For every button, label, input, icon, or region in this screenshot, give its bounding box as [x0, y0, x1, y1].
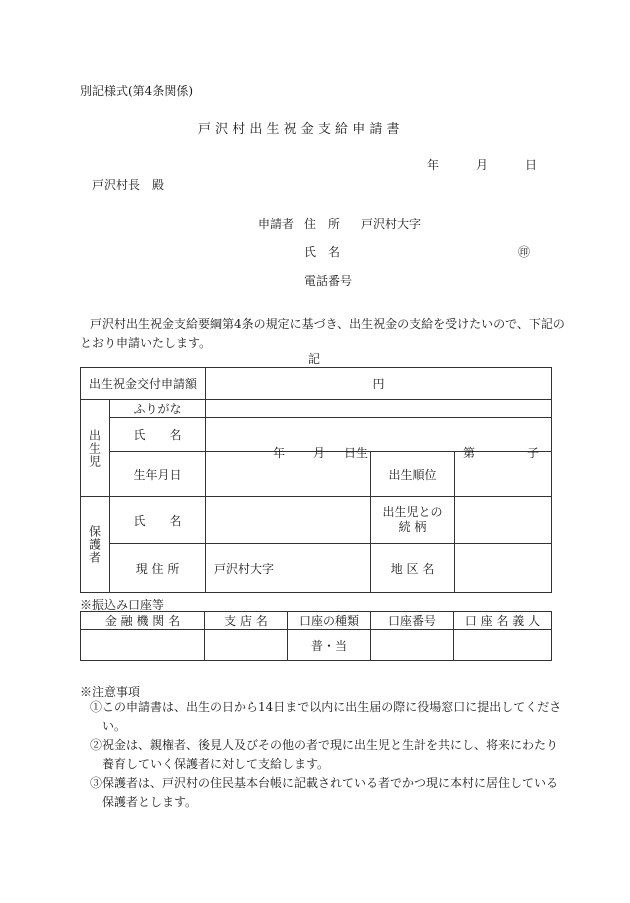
furigana-input[interactable] [206, 400, 552, 418]
bank-name-input[interactable] [81, 630, 205, 661]
birth-order-suffix: 子 [527, 446, 540, 460]
furigana-label: ふりがな [110, 400, 206, 418]
request-text-line1: 戸沢村出生祝金支給要綱第4条の規定に基づき、出生祝金の支給を受けたいので、下記の [90, 317, 565, 331]
applicant-address-value[interactable]: 戸沢村大字 [361, 217, 422, 231]
page-title: 戸 沢 村 出 生 祝 金 支 給 申 請 書 [198, 122, 400, 137]
seal-mark: ㊞ [518, 245, 531, 259]
relation-input[interactable] [455, 497, 552, 544]
date-year-label: 年 [427, 158, 440, 172]
applicant-name-label: 氏 名 [304, 245, 341, 259]
date-day-label: 日 [525, 158, 538, 172]
application-table [80, 367, 552, 593]
form-reference: 別記様式(第4条関係) [80, 84, 193, 98]
bank-header-branch: 支 店 名 [205, 612, 288, 630]
branch-input[interactable] [205, 630, 288, 661]
relation-label [371, 497, 455, 544]
note-item-3-line2: 保護者とします。 [102, 795, 198, 809]
birthdate-label: 生年月日 [110, 452, 206, 497]
bank-header-bank-name: 金 融 機 関 名 [81, 612, 205, 630]
child-group-text: 出生児 [87, 428, 102, 468]
district-input[interactable] [455, 544, 552, 593]
note-item-1-line1: ①この申請書は、出生の日から14日まで以内に出生届の際に役場窓口に提出してくださ [90, 700, 562, 714]
account-holder-input[interactable] [454, 630, 552, 661]
request-text-line2: とおり申請いたします。 [80, 336, 212, 350]
relation-label-line2: 続 柄 [398, 520, 427, 534]
amount-field[interactable] [206, 368, 552, 400]
child-group-label [81, 400, 110, 497]
note-item-3-line1: ③保護者は、戸沢村の住民基本台帳に記載されている者でかつ現に本村に居住している [90, 776, 559, 790]
birthdate-input[interactable] [206, 446, 371, 497]
guardian-group-label [81, 497, 110, 593]
date-month-label: 月 [476, 158, 489, 172]
notes-title: ※注意事項 [80, 685, 141, 699]
current-address-input[interactable]: 戸沢村大字 [206, 544, 371, 593]
guardian-group-text: 保護者 [87, 525, 102, 564]
bank-header-account-type: 口座の種類 [288, 612, 371, 630]
notes-list [90, 698, 561, 812]
birth-month-label: 月 [313, 446, 326, 460]
bank-table [80, 611, 552, 661]
child-name-input[interactable] [206, 418, 552, 452]
guardian-name-input[interactable] [206, 497, 371, 544]
bank-section-title: ※振込み口座等 [80, 598, 165, 612]
note-item-2-line2: 養育していく保護者に対して支給します。 [102, 757, 330, 771]
note-item-2-line1: ②祝金は、親権者、後見人及びその他の者で現に出生児と生計を共にし、将来にわたり [90, 738, 559, 752]
amount-unit: 円 [372, 377, 385, 391]
account-type-input[interactable]: 普・当 [288, 630, 371, 661]
birth-order-input[interactable] [455, 446, 552, 497]
ki-heading: 記 [308, 352, 321, 366]
applicant-label: 申請者 [258, 217, 295, 231]
guardian-name-label: 氏 名 [110, 497, 206, 544]
applicant-phone-label: 電話番号 [304, 274, 353, 288]
note-item-1-line2: い。 [102, 719, 127, 733]
bank-header-account-holder: 口 座 名 義 人 [454, 612, 552, 630]
birth-year-label: 年 [273, 446, 286, 460]
amount-label: 出生祝金交付申請額 [81, 368, 206, 400]
bank-header-account-number: 口座番号 [371, 612, 454, 630]
account-number-input[interactable] [371, 630, 454, 661]
current-address-label: 現 住 所 [110, 544, 206, 593]
birth-day-label: 日生 [344, 446, 369, 460]
relation-label-line1: 出生児との [382, 505, 443, 519]
birth-order-label: 出生順位 [371, 452, 455, 497]
birth-order-prefix: 第 [463, 446, 476, 460]
addressee: 戸沢村長 殿 [92, 178, 165, 192]
child-name-label: 氏 名 [110, 418, 206, 452]
applicant-address-label: 住 所 [304, 217, 341, 231]
district-label: 地 区 名 [371, 544, 455, 593]
